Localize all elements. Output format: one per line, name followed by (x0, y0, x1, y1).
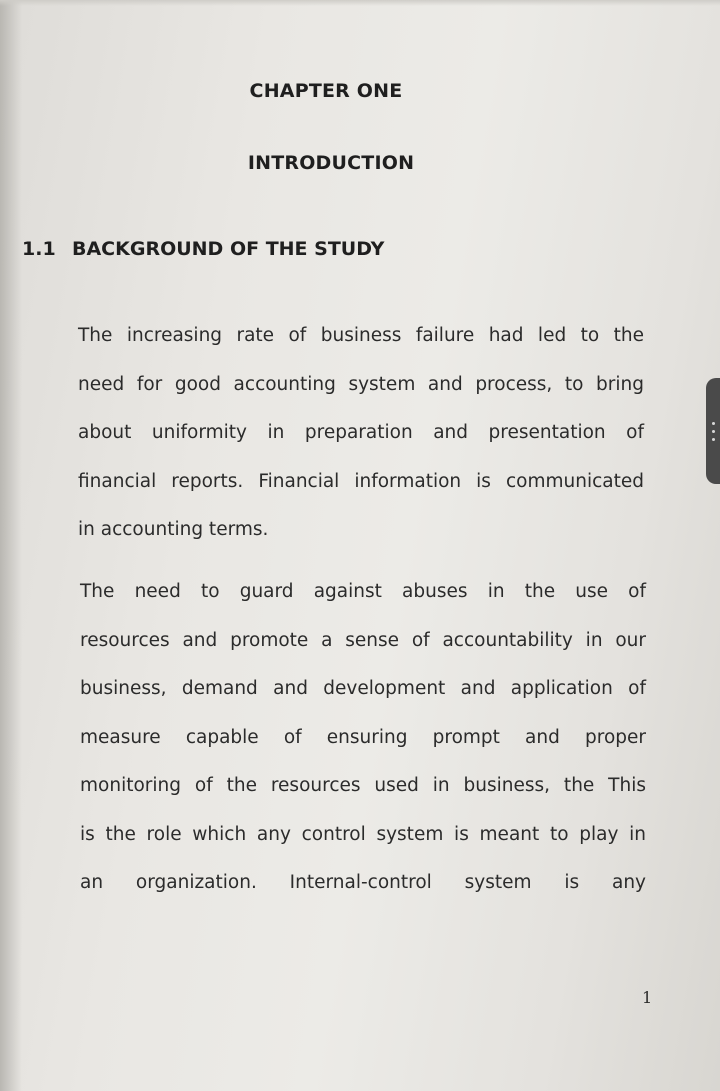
paragraph-line: an organization. Internal-control system is any (80, 872, 646, 893)
handle-dot-icon (712, 438, 715, 441)
paragraph-line: about uniformity in preparation and presentation of (78, 422, 644, 443)
paragraph-line: business, demand and development and application of (80, 678, 646, 699)
section-number: 1.1 (22, 238, 56, 260)
paragraph-line: financial reports. Financial information is communicated (78, 470, 644, 492)
paragraph (78, 312, 644, 555)
paragraph-line: is the role which any control system is meant to play in (80, 823, 646, 845)
chapter-title: INTRODUCTION (247, 152, 415, 174)
page-top-shadow (0, 0, 720, 6)
page-number: 1 (642, 988, 653, 1007)
section-title: BACKGROUND OF THE STUDY (72, 238, 385, 260)
paragraph-line: monitoring of the resources used in business, the This (80, 775, 646, 796)
paragraph (80, 568, 646, 908)
handle-dot-icon (712, 430, 715, 433)
paragraph-line: measure capable of ensuring prompt and proper (80, 726, 646, 748)
chapter-heading: CHAPTER ONE (249, 80, 403, 102)
paragraph-line: The increasing rate of business failure had led to the (78, 325, 644, 346)
paragraph-line: resources and promote a sense of accountability in our (80, 629, 646, 651)
paragraph-line: The need to guard against abuses in the use of (80, 581, 646, 602)
side-panel-handle[interactable] (706, 378, 720, 484)
paragraph-line: in accounting terms. (78, 519, 269, 540)
handle-dot-icon (712, 422, 715, 425)
section-heading (22, 238, 384, 260)
paragraph-line: need for good accounting system and process, to bring (78, 373, 644, 395)
